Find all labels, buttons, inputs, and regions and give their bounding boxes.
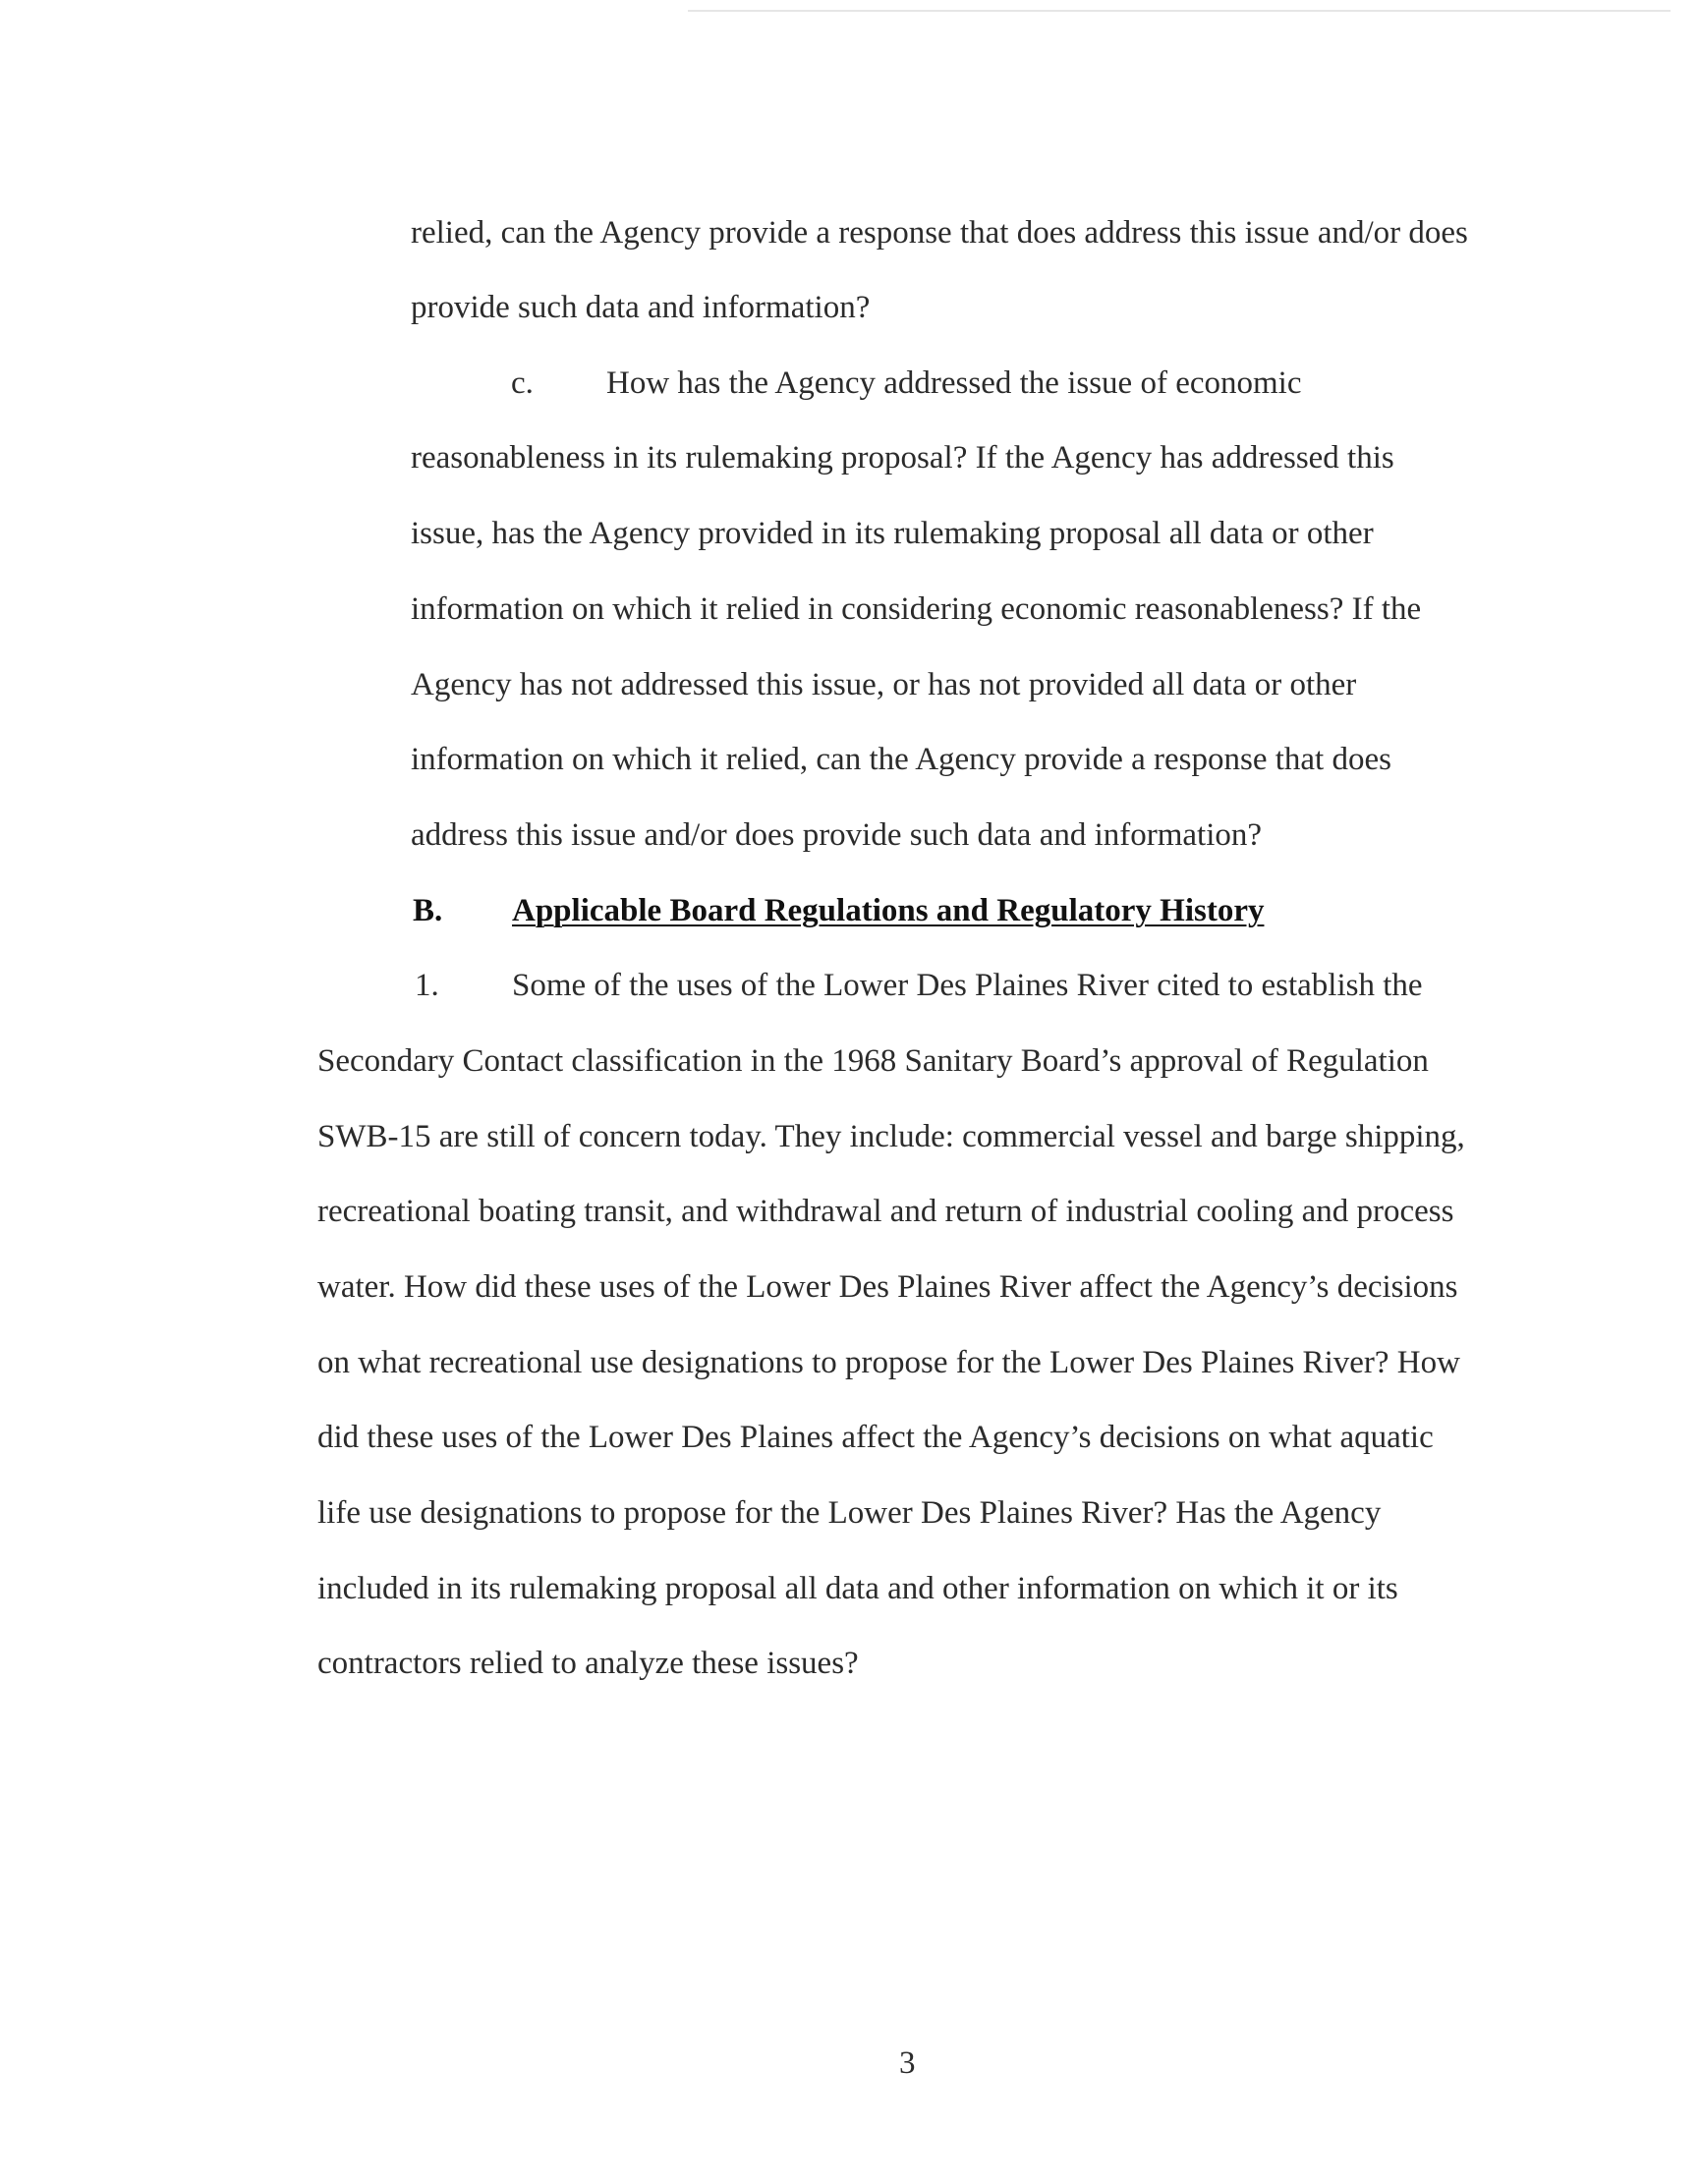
item-c-line-7: address this issue and/or does provide such data and information?	[411, 817, 1263, 853]
item-c-line-3: issue, has the Agency provided in its rulemaking proposal all data or other	[411, 516, 1374, 551]
paragraph-b-line-1: relied, can the Agency provide a response that does address this issue and/or does	[411, 215, 1468, 251]
section-b-title: Applicable Board Regulations and Regulatory History	[512, 893, 1265, 928]
item-1-line-8: life use designations to propose for the Lower Des Plaines River? Has the Agency	[317, 1495, 1382, 1531]
item-1-line-2: Secondary Contact classification in the 1968 Sanitary Board’s approval of Regulation	[317, 1043, 1429, 1079]
item-1-line-4: recreational boating transit, and withdrawal and return of industrial cooling and process	[317, 1194, 1454, 1229]
scan-edge-line	[688, 10, 1671, 12]
paragraph-b-line-2: provide such data and information?	[411, 290, 871, 325]
item-1-line-7: did these uses of the Lower Des Plaines affect the Agency’s decisions on what aquatic	[317, 1420, 1434, 1455]
item-1-marker: 1.	[415, 968, 439, 1003]
page-number: 3	[899, 2045, 916, 2081]
item-c-line-1: How has the Agency addressed the issue of economic	[606, 365, 1302, 401]
section-b-marker: B.	[413, 893, 443, 928]
item-c-line-2: reasonableness in its rulemaking proposal? If the Agency has addressed this	[411, 440, 1394, 476]
item-1-line-9: included in its rulemaking proposal all data and other information on which it or its	[317, 1571, 1398, 1606]
item-1-line-5: water. How did these uses of the Lower Des Plaines River affect the Agency’s decisions	[317, 1269, 1458, 1305]
item-1-line-10: contractors relied to analyze these issues?	[317, 1646, 859, 1681]
item-1-line-3: SWB-15 are still of concern today. They include: commercial vessel and barge shipping,	[317, 1119, 1465, 1154]
item-c-line-5: Agency has not addressed this issue, or has not provided all data or other	[411, 667, 1357, 702]
item-c-line-4: information on which it relied in considering economic reasonableness? If the	[411, 591, 1422, 627]
item-c-marker: c.	[511, 365, 534, 401]
item-1-line-6: on what recreational use designations to propose for the Lower Des Plaines River? How	[317, 1345, 1460, 1380]
item-1-line-1: Some of the uses of the Lower Des Plaines River cited to establish the	[512, 968, 1423, 1003]
item-c-line-6: information on which it relied, can the Agency provide a response that does	[411, 742, 1391, 777]
